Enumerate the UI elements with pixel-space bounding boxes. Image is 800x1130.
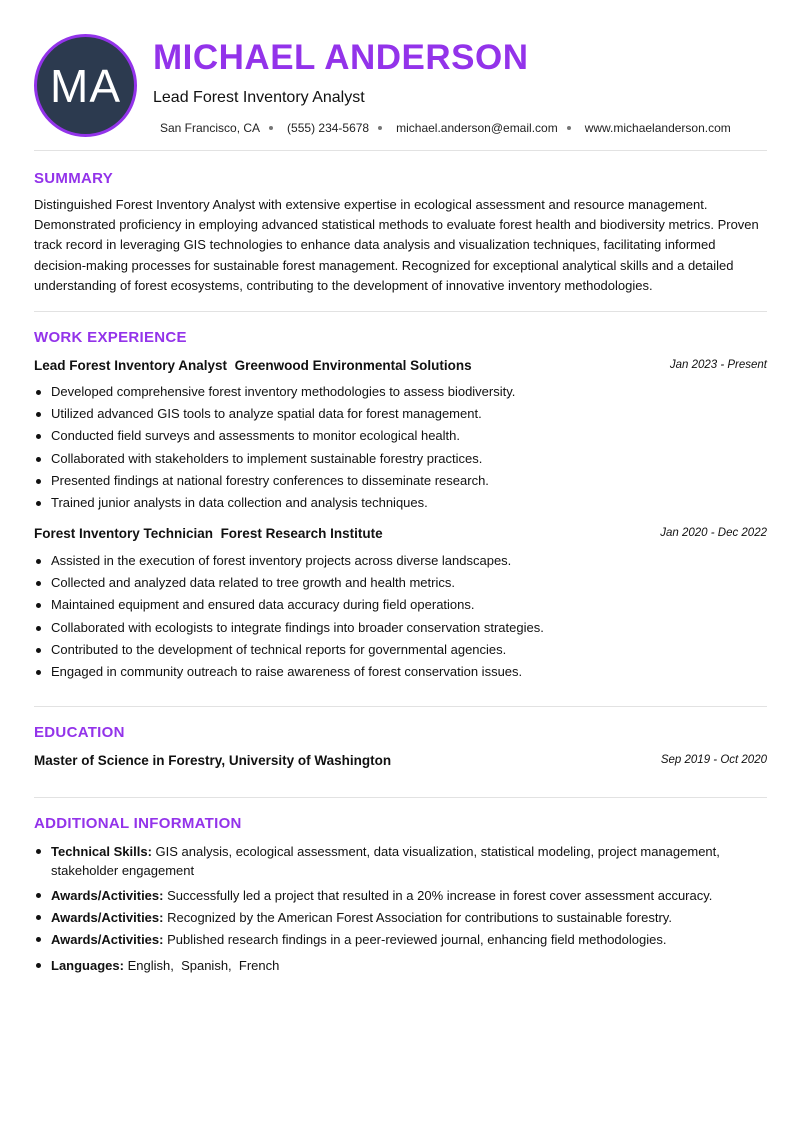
contact-bar [160, 121, 731, 135]
divider [34, 311, 767, 312]
contact-email[interactable]: michael.anderson@email.com [396, 121, 558, 135]
job-header [34, 526, 767, 546]
list-item: Collected and analyzed data related to tree growth and health metrics. [34, 574, 767, 596]
list-item: Collaborated with ecologists to integrate findings into broader conservation strategies. [34, 619, 767, 641]
education-dates: Sep 2019 - Oct 2020 [660, 754, 767, 766]
job-company: Forest Research Institute [220, 526, 383, 541]
list-item: Conducted field surveys and assessments to monitor ecological health. [34, 427, 767, 449]
list-item [34, 886, 767, 905]
job-dates: Jan 2023 - Present [669, 359, 767, 371]
job-role: Forest Inventory Technician [34, 526, 214, 541]
info-text: Successfully led a project that resulted in a 20% increase in forest cover assessment accuracy. [167, 888, 713, 903]
list-item: Maintained equipment and ensured data accuracy during field operations. [34, 596, 767, 618]
list-item [34, 956, 767, 975]
candidate-title: Lead Forest Inventory Analyst [153, 89, 365, 106]
summary-text: Distinguished Forest Inventory Analyst with extensive expertise in ecological assessment and resource management. Demonstrated proficiency in employing advanced statistical methods to evaluate forest health and biodiversity metrics. Proven track record in leveraging GIS technologies to enhance data analysis and visualization techniques, facilitating informed decision-making processes for sustainable forest management. Recognized for exceptional analytical skills and a detailed understanding of forest ecosystems, contributing to the development of innovative inventory methodologies. [34, 197, 759, 293]
list-item [34, 930, 767, 949]
list-item: Assisted in the execution of forest inventory projects across diverse landscapes. [34, 552, 767, 574]
separator-dot-icon [567, 126, 571, 130]
contact-website[interactable]: www.michaelanderson.com [584, 121, 731, 135]
info-text: Recognized by the American Forest Association for contributions to sustainable forestry. [167, 910, 672, 925]
job-dates: Jan 2020 - Dec 2022 [660, 527, 767, 539]
contact-location: San Francisco, CA [160, 121, 261, 135]
info-label: Awards/Activities: [51, 910, 164, 925]
list-item: Contributed to the development of technical reports for governmental agencies. [34, 641, 767, 663]
job-company: Greenwood Environmental Solutions [234, 358, 472, 373]
list-item: Developed comprehensive forest inventory methodologies to assess biodiversity. [34, 383, 767, 405]
avatar-initials: MA [50, 59, 121, 112]
list-item: Utilized advanced GIS tools to analyze spatial data for forest management. [34, 405, 767, 427]
list-item: Engaged in community outreach to raise awareness of forest conservation issues. [34, 663, 767, 685]
info-text: GIS analysis, ecological assessment, data visualization, statistical modeling, project management, stakeholder engagement [51, 844, 720, 878]
job-role: Lead Forest Inventory Analyst [34, 358, 228, 373]
list-item: Presented findings at national forestry conferences to disseminate research. [34, 472, 767, 494]
section-title-additional-information: ADDITIONAL INFORMATION [34, 815, 242, 832]
education-entry [34, 753, 767, 768]
candidate-name: MICHAEL ANDERSON [153, 38, 529, 77]
info-text: Published research findings in a peer-reviewed journal, enhancing field methodologies. [167, 932, 667, 947]
job-bullet-list [34, 552, 767, 685]
info-label: Awards/Activities: [51, 932, 164, 947]
contact-phone[interactable]: (555) 234-5678 [287, 121, 370, 135]
job-header [34, 358, 767, 378]
list-item [34, 842, 767, 880]
divider [34, 150, 767, 151]
info-text: English, Spanish, French [127, 958, 280, 973]
education-degree: Master of Science in Forestry, University of Washington [34, 753, 392, 768]
section-title-summary: SUMMARY [34, 170, 114, 187]
section-title-education: EDUCATION [34, 724, 125, 741]
list-item: Collaborated with stakeholders to implement sustainable forestry practices. [34, 450, 767, 472]
section-title-work-experience: WORK EXPERIENCE [34, 329, 187, 346]
avatar [34, 34, 137, 137]
info-label: Awards/Activities: [51, 888, 164, 903]
divider [34, 706, 767, 707]
list-item: Trained junior analysts in data collection and analysis techniques. [34, 494, 767, 516]
divider [34, 797, 767, 798]
list-item [34, 908, 767, 927]
info-label: Languages: [51, 958, 124, 973]
job-bullet-list [34, 383, 767, 516]
info-label: Technical Skills: [51, 844, 152, 859]
separator-dot-icon [378, 126, 382, 130]
separator-dot-icon [269, 126, 273, 130]
